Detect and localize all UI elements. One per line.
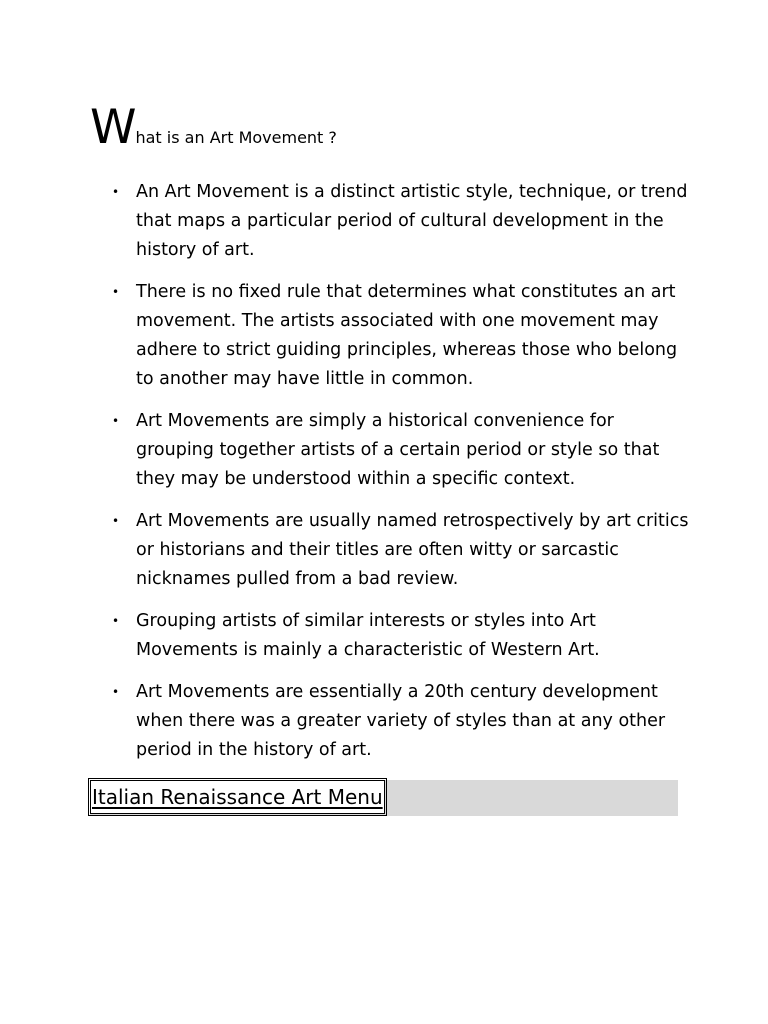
list-item-text: Art Movements are essentially a 20th century development when there was a greater variety of styles than at any other period in the history of art. [136,682,666,760]
bullet-icon: • [112,185,120,199]
bullet-icon: • [112,685,120,699]
list-item-text: Grouping artists of similar interests or styles into Art Movements is mainly a characteristic of Western Art. [136,611,600,660]
list-item [112,678,696,765]
italian-renaissance-menu-link[interactable]: Italian Renaissance Art Menu [90,780,385,814]
art-movement-bullet-list [112,178,696,778]
list-item-text: Art Movements are simply a historical convenience for grouping together artists of a certain period or style so that they may be understood within a specific context. [136,411,660,489]
menu-link-band [90,780,678,816]
list-item [112,278,696,394]
list-item-text: An Art Movement is a distinct artistic style, technique, or trend that maps a particular period of cultural development in the history of art. [136,182,688,260]
page-heading [90,100,337,155]
bullet-icon: • [112,285,120,299]
list-item [112,407,696,494]
heading-drop-cap: W [90,100,136,155]
bullet-icon: • [112,414,120,428]
list-item-text: There is no fixed rule that determines what constitutes an art movement. The artists associated with one movement may adhere to strict guiding principles, whereas those who belong to another may have little in common. [136,282,678,389]
list-item [112,507,696,594]
list-item-text: Art Movements are usually named retrospectively by art critics or historians and their titles are often witty or sarcastic nicknames pulled from a bad review. [136,511,689,589]
list-item [112,607,696,665]
heading-text: hat is an Art Movement ? [135,128,337,147]
bullet-icon: • [112,614,120,628]
bullet-icon: • [112,514,120,528]
list-item [112,178,696,265]
